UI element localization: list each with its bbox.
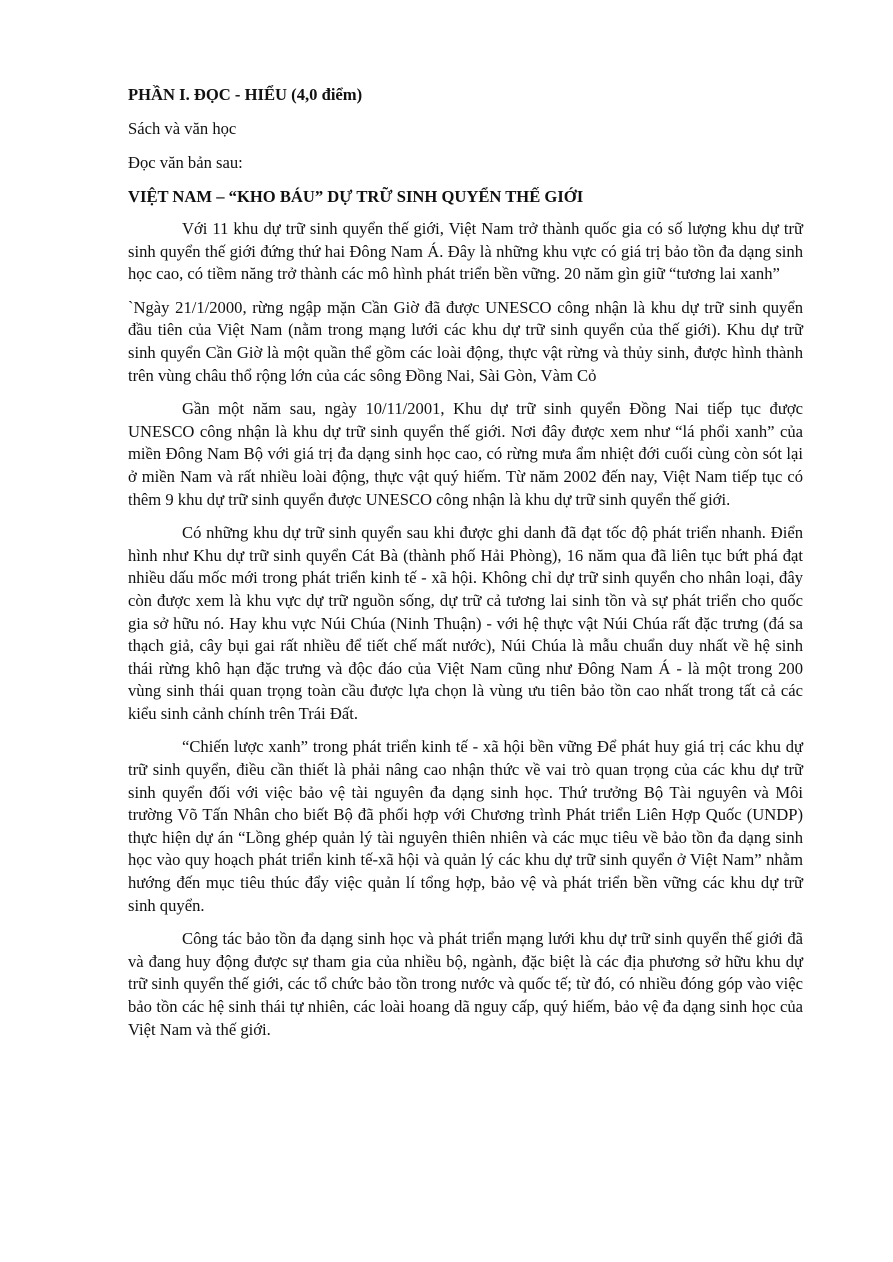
document-page bbox=[128, 84, 803, 1052]
paragraph-1: Với 11 khu dự trữ sinh quyển thế giới, Việt Nam trở thành quốc gia có số lượng khu dự trữ sinh quyển thế giới đứng thứ hai Đông Nam Á. Đây là những khu vực có giá trị bảo tồn đa dạng sinh học cao, có tiềm năng trở thành các mô hình phát triển bền vững. 20 năm gìn giữ “tương lai xanh” bbox=[128, 219, 803, 284]
subtitle: Sách và văn học bbox=[128, 119, 237, 138]
reading-instruction: Đọc văn bản sau: bbox=[128, 153, 243, 172]
paragraph-4: Có những khu dự trữ sinh quyển sau khi được ghi danh đã đạt tốc độ phát triển nhanh. Điển hình như Khu dự trữ sinh quyển Cát Bà (thành phố Hải Phòng), 16 năm qua đã liên tục bứt phá đạt nhiều dấu mốc mới trong phát triển kinh tế - xã hội. Không chỉ dự trữ sinh quyển cho nhân loại, đây còn được xem là khu vực dự trữ nguồn sống, dự trữ cả tương lai sinh tồn và sự phát triển cho quốc gia sở hữu nó. Hay khu vực Núi Chúa (Ninh Thuận) - với hệ thực vật Núi Chúa rất đặc trưng (đá sa thạch giả, cây bụi gai rất nhiều để tiết chế mất nước), Núi Chúa là mẫu chuẩn duy nhất về hệ sinh thái rừng khô hạn đặc trưng và độc đáo của Việt Nam cũng như Đông Nam Á - là một trong 200 vùng sinh thái quan trọng toàn cầu được lựa chọn là vùng ưu tiên bảo tồn cao nhất trong tất cả các kiểu sinh cảnh chính trên Trái Đất. bbox=[128, 523, 803, 723]
paragraph-6: Công tác bảo tồn đa dạng sinh học và phát triển mạng lưới khu dự trữ sinh quyển thế giới đã và đang huy động được sự tham gia của nhiều bộ, ngành, đặc biệt là các địa phương sở hữu khu dự trữ sinh quyển thế giới, các tổ chức bảo tồn trong nước và quốc tế; từ đó, có nhiều đóng góp vào việc bảo tồn các hệ sinh thái tự nhiên, các loài hoang dã nguy cấp, quý hiếm, bảo vệ đa dạng sinh học của Việt Nam và thế giới. bbox=[128, 929, 803, 1039]
section-heading: PHẦN I. ĐỌC - HIỂU (4,0 điểm) bbox=[128, 85, 363, 104]
paragraph-2: `Ngày 21/1/2000, rừng ngập mặn Cần Giờ đã được UNESCO công nhận là khu dự trữ sinh quyển đầu tiên của Việt Nam (nằm trong mạng lưới các khu dự trữ sinh quyển của thế giới). Khu dự trữ sinh quyển Cần Giờ là một quần thể gồm các loài động, thực vật rừng và thủy sinh, được hình thành trên vùng châu thổ rộng lớn của các sông Đồng Nai, Sài Gòn, Vàm Cỏ bbox=[128, 297, 803, 385]
article-title: VIỆT NAM – “KHO BÁU” DỰ TRỮ SINH QUYỂN THẾ GIỚI bbox=[128, 187, 584, 206]
paragraph-3: Gần một năm sau, ngày 10/11/2001, Khu dự trữ sinh quyển Đồng Nai tiếp tục được UNESCO công nhận là khu dự trữ sinh quyển thế giới. Nơi đây được xem như “lá phổi xanh” của miền Đông Nam Bộ với giá trị đa dạng sinh học cao, có rừng mưa ẩm nhiệt đới cuối cùng còn sót lại ở miền Nam và rất nhiều loài động, thực vật quý hiếm. Từ năm 2002 đến nay, Việt Nam tiếp tục có thêm 9 khu dự trữ sinh quyển được UNESCO công nhận là khu dự trữ sinh quyển thế giới. bbox=[128, 399, 803, 509]
paragraph-5: “Chiến lược xanh” trong phát triển kinh tế - xã hội bền vững Để phát huy giá trị các khu dự trữ sinh quyển, điều cần thiết là phải nâng cao nhận thức về vai trò quan trọng của các khu dự trữ sinh quyển đối với việc bảo vệ tài nguyên đa dạng sinh học. Thứ trưởng Bộ Tài nguyên và Môi trường Võ Tấn Nhân cho biết Bộ đã phối hợp với Chương trình Phát triển Liên Hợp Quốc (UNDP) thực hiện dự án “Lồng ghép quản lý tài nguyên thiên nhiên và các mục tiêu về bảo tồn đa dạng sinh học vào quy hoạch phát triển kinh tế-xã hội và quản lý các khu dự trữ sinh quyển ở Việt Nam” nhằm hướng đến mục tiêu thúc đẩy việc quản lí tổng hợp, bảo vệ và phát triển bền vững các khu dự trữ sinh quyển. bbox=[128, 737, 803, 915]
